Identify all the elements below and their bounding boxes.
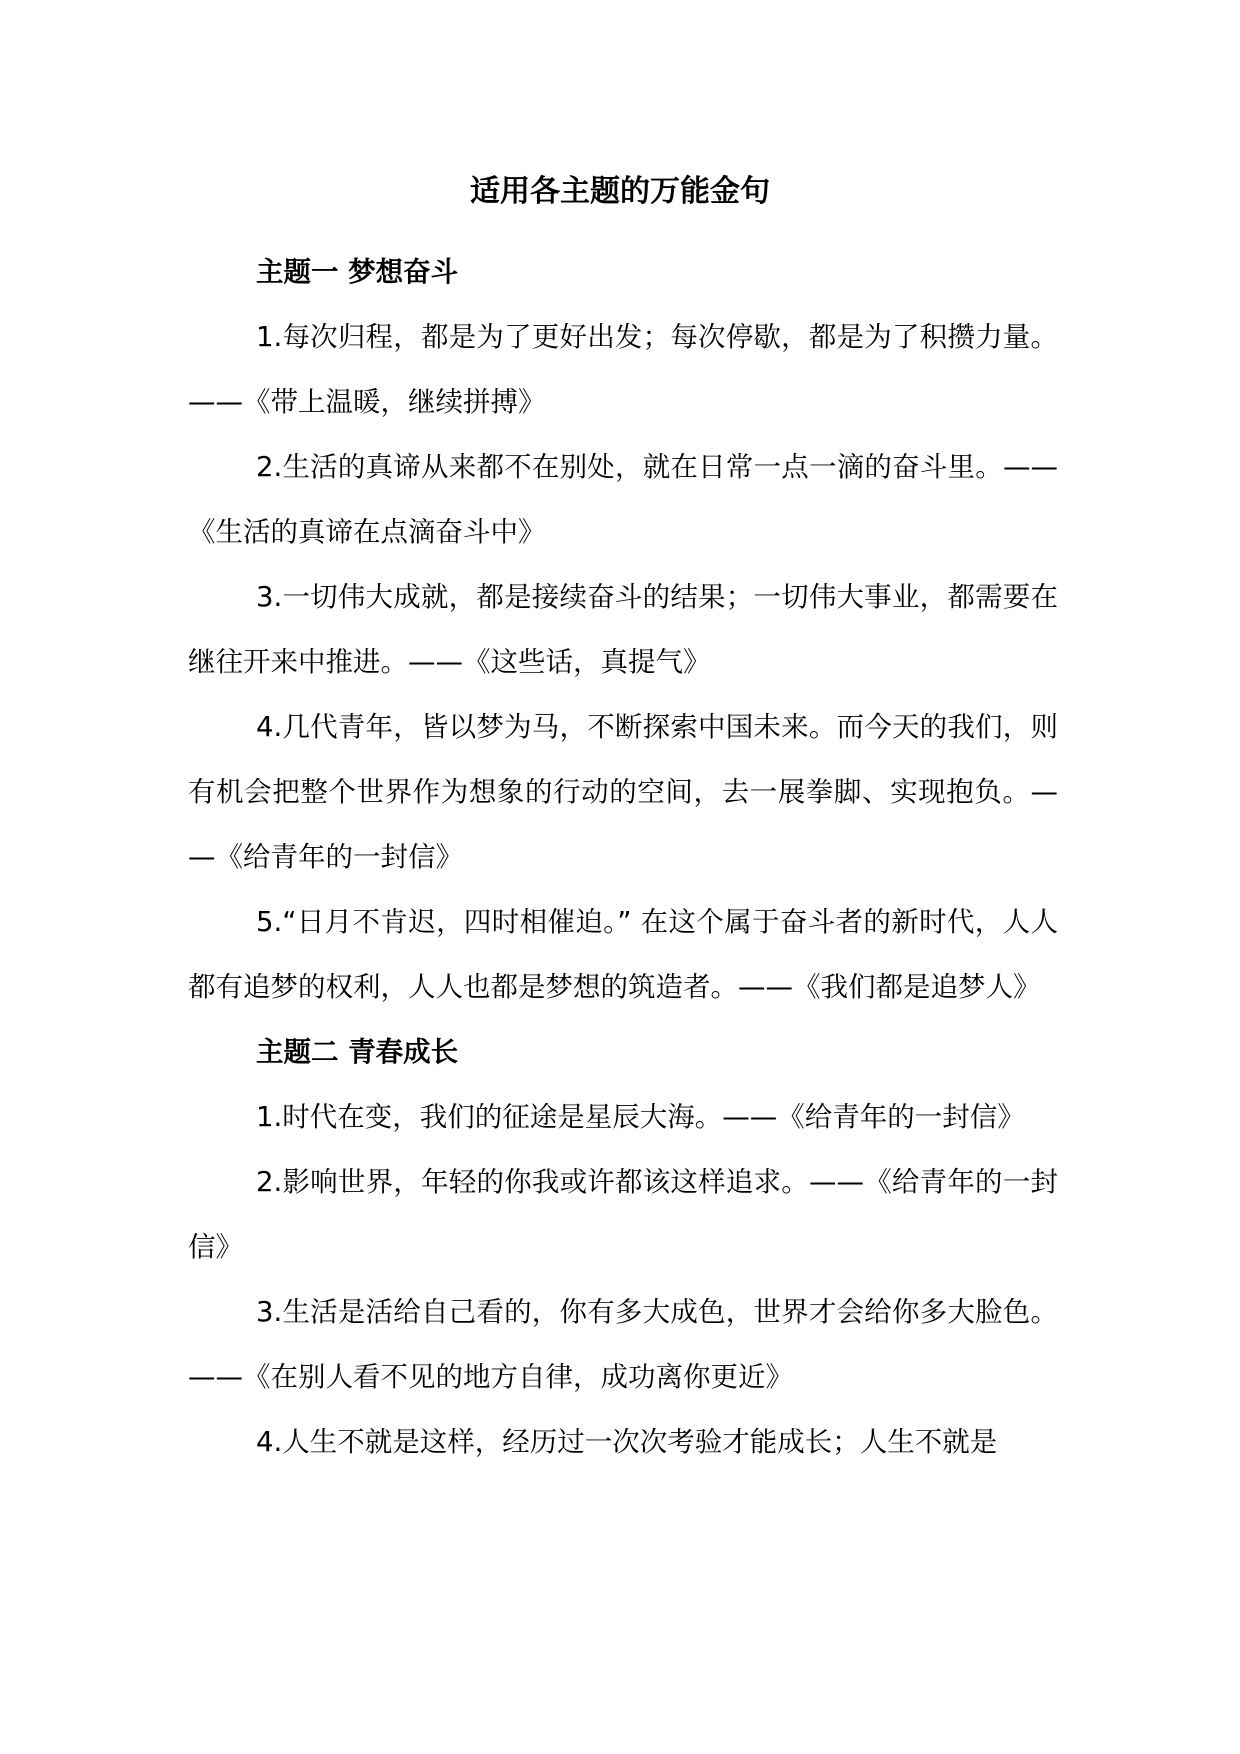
section-youth-growth (188, 1020, 1058, 1475)
document-title: 适用各主题的万能金句 (470, 174, 770, 209)
quote-paragraph: 3.生活是活给自己看的，你有多大成色，世界才会给你多大脸色。——《在别人看不见的地方自律，成功离你更近》 (188, 1296, 1058, 1393)
section-dream-struggle (188, 240, 1058, 1020)
quote-paragraph: 4.几代青年，皆以梦为马，不断探索中国未来。而今天的我们，则有机会把整个世界作为想象的行动的空间，去一展拳脚、实现抱负。——《给青年的一封信》 (188, 711, 1058, 873)
quote-paragraph: 3.一切伟大成就，都是接续奋斗的结果；一切伟大事业，都需要在继往开来中推进。——《这些话，真提气》 (188, 581, 1058, 678)
quote-paragraph: 2.生活的真谛从来都不在别处，就在日常一点一滴的奋斗里。——《生活的真谛在点滴奋斗中》 (188, 451, 1058, 548)
quote-paragraph: 1.时代在变，我们的征途是星辰大海。——《给青年的一封信》 (256, 1101, 1025, 1133)
quote-paragraph: 2.影响世界，年轻的你我或许都该这样追求。——《给青年的一封信》 (188, 1166, 1058, 1263)
section-heading: 主题一 梦想奋斗 (256, 256, 459, 288)
quote-paragraph: 1.每次归程，都是为了更好出发；每次停歇，都是为了积攒力量。——《带上温暖，继续拼搏》 (188, 321, 1058, 418)
document-body (188, 240, 1058, 1475)
quote-paragraph: 5.“日月不肯迟，四时相催迫。” 在这个属于奋斗者的新时代，人人都有追梦的权利，人人也都是梦想的筑造者。——《我们都是追梦人》 (188, 906, 1058, 1003)
quote-paragraph: 4.人生不就是这样，经历过一次次考验才能成长；人生不就是 (256, 1426, 998, 1458)
section-heading: 主题二 青春成长 (256, 1036, 459, 1068)
